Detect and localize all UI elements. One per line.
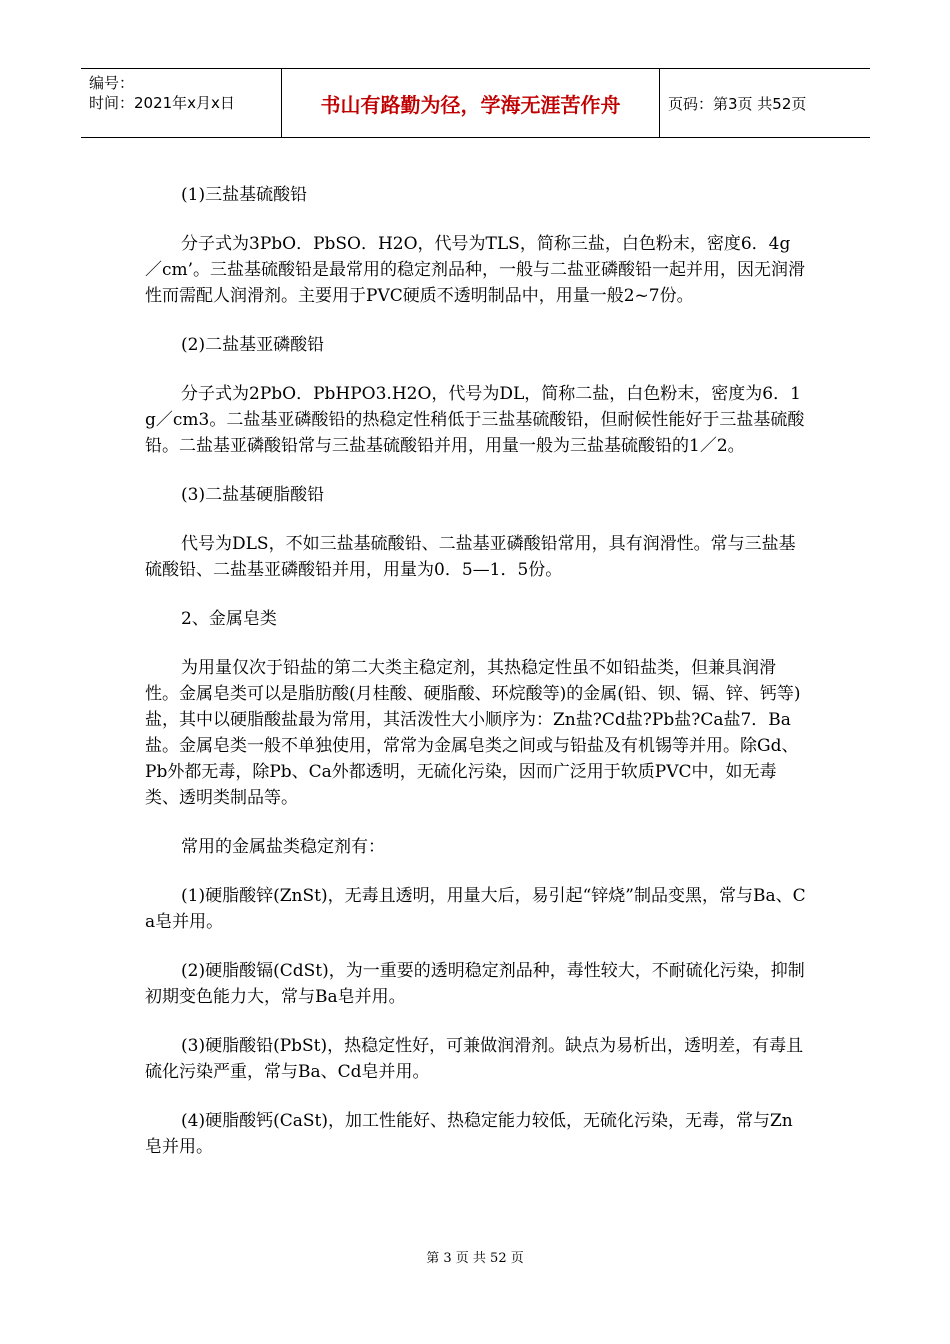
list-item: (2)硬脂酸镉(CdSt)，为一重要的透明稳定剂品种，毒性较大，不耐硫化污染，抑制初期变色能力大，常与Ba皂并用。 — [145, 961, 805, 1007]
section-heading-dibasic-lead-stearate: (3)二盐基硬脂酸铅 — [181, 485, 325, 505]
section-heading-tribasic-lead-sulfate: (1)三盐基硫酸铅 — [181, 185, 308, 205]
list-item: (1)硬脂酸锌(ZnSt)，无毒且透明，用量大后，易引起“锌烧”制品变黑，常与Ba、Ca皂并用。 — [145, 886, 806, 932]
header-motto: 书山有路勤为径，学海无涯苦作舟 — [282, 69, 660, 137]
paragraph: 常用的金属盐类稳定剂有： — [181, 837, 385, 857]
paragraph: 为用量仅次于铅盐的第二大类主稳定剂，其热稳定性虽不如铅盐类，但兼具润滑性。金属皂类可以是脂肪酸(月桂酸、硬脂酸、环烷酸等)的金属(铅、钡、镉、锌、钙等)盐，其中以硬脂酸盐最为常用，其活泼性大小顺序为：Zn盐?Cd盐?Pb盐?Ca盐7．Ba盐。金属皂类一般不单独使用，常常为金属皂类之间或与铅盐及有机锡等并用。除Gd、Pb外都无毒，除Pb、Ca外都透明，无硫化污染，因而广泛用于软质PVC中，如无毒类、透明类制品等。 — [145, 658, 801, 808]
paragraph: 分子式为3PbO．PbSO．H2O，代号为TLS，简称三盐，白色粉末，密度6．4g／cm’。三盐基硫酸铅是最常用的稳定剂品种，一般与二盐亚磷酸铅一起并用，因无润滑性而需配人润滑剂。主要用于PVC硬质不透明制品中，用量一般2~7份。 — [145, 234, 806, 306]
paragraph: 代号为DLS，不如三盐基硫酸铅、二盐基亚磷酸铅常用，具有润滑性。常与三盐基硫酸铅、二盐基亚磷酸铅并用，用量为0．5—1．5份。 — [145, 534, 796, 580]
page-header — [81, 68, 870, 138]
header-page-info: 页码：第3页 共52页 — [668, 94, 807, 113]
list-item: (3)硬脂酸铅(PbSt)，热稳定性好，可兼做润滑剂。缺点为易析出，透明差，有毒且硫化污染严重，常与Ba、Cd皂并用。 — [145, 1036, 804, 1082]
document-date-label: 时间：2021年x月x日 — [89, 94, 235, 112]
page-footer: 第 3 页 共 52 页 — [426, 1251, 524, 1266]
section-heading-metal-soaps: 2、金属皂类 — [181, 609, 277, 629]
header-meta — [81, 69, 282, 137]
paragraph: 分子式为2PbO．PbHPO3.H2O，代号为DL，简称二盐，白色粉末，密度为6．1g／cm3。二盐基亚磷酸铅的热稳定性稍低于三盐基硫酸铅，但耐候性能好于三盐基硫酸铅。二盐基亚磷酸铅常与三盐基硫酸铅并用，用量一般为三盐基硫酸铅的1／2。 — [145, 384, 805, 456]
list-item: (4)硬脂酸钙(CaSt)，加工性能好、热稳定能力较低，无硫化污染，无毒，常与Zn皂并用。 — [145, 1111, 793, 1157]
document-body — [145, 182, 807, 1183]
document-number-label: 编号： — [89, 74, 135, 92]
section-heading-dibasic-lead-phosphite: (2)二盐基亚磷酸铅 — [181, 335, 325, 355]
